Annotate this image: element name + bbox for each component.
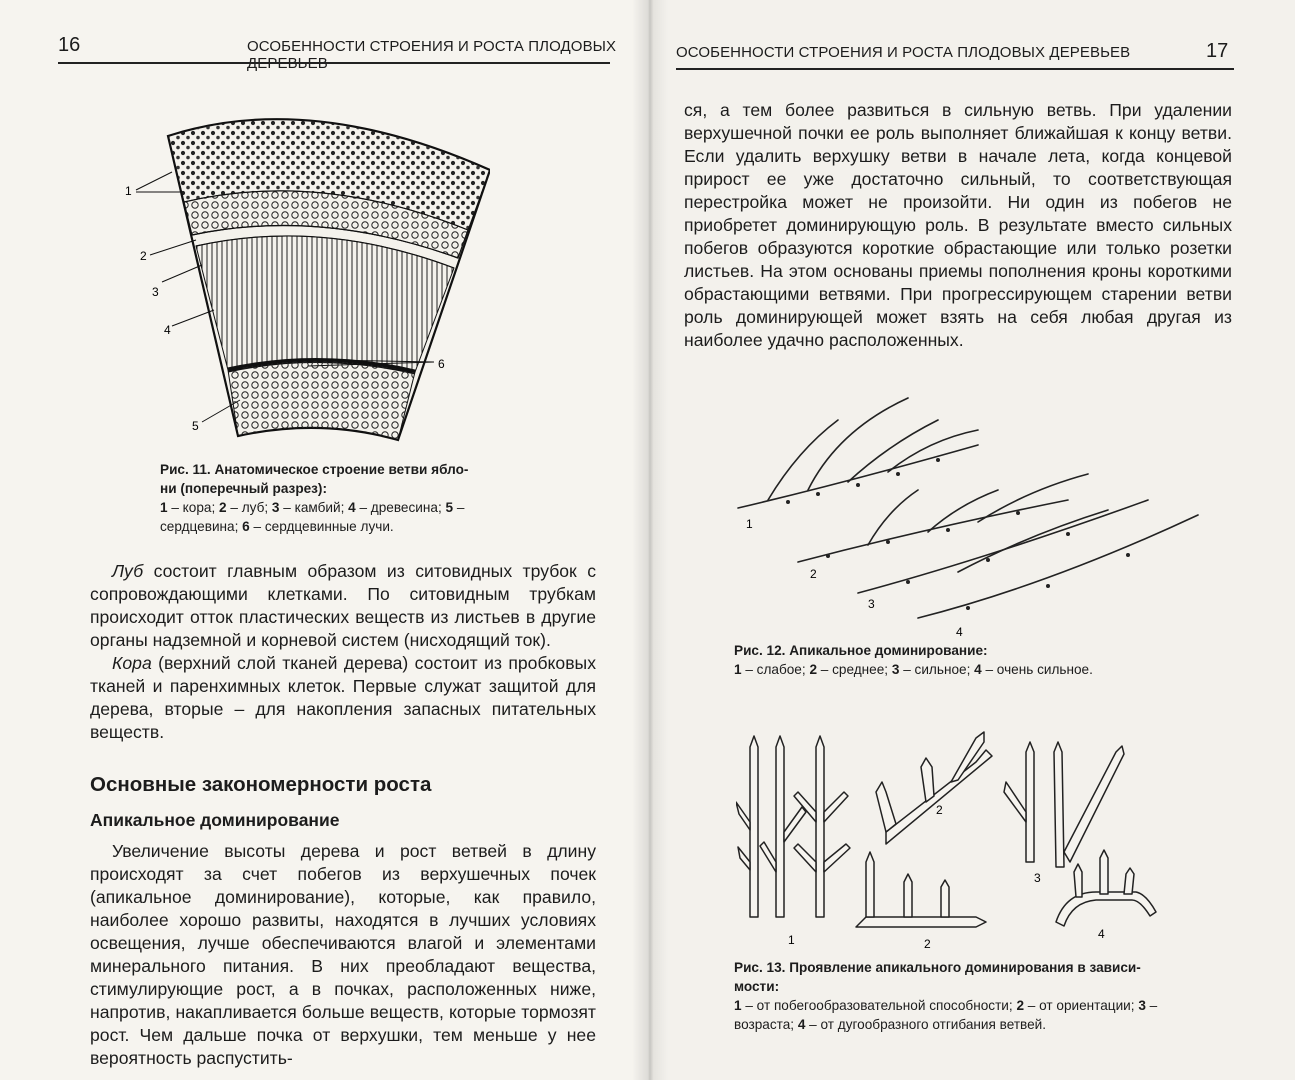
right-page: [648, 0, 1295, 1080]
page-number: 17: [1206, 40, 1229, 62]
figure-13-caption: [734, 958, 1254, 1034]
caption-legend-cont: возраста; 4 – от дугообразного отгибания ветвей.: [734, 1017, 1047, 1032]
figure-12-caption: [734, 641, 1234, 679]
caption-title-line: Рис. 13. Проявление апикального доминирования в зависи-: [734, 960, 1141, 975]
caption-legend: 1 – кора; 2 – луб; 3 – камбий; 4 – древесина; 5 –: [160, 500, 465, 515]
caption-legend: 1 – слабое; 2 – среднее; 3 – сильное; 4 – очень сильное.: [734, 662, 1093, 677]
running-head: ОСОБЕННОСТИ СТРОЕНИЯ И РОСТА ПЛОДОВЫХ ДЕРЕВЬЕВ: [676, 44, 1131, 61]
figure-11-illustration: [110, 100, 490, 445]
caption-title-line: Рис. 12. Апикальное доминирование:: [734, 643, 988, 658]
branch-cross-section-drawing: [110, 100, 490, 445]
header-rule: [58, 62, 610, 64]
fig11-label-6: 6: [438, 357, 445, 371]
figure-13-illustration: [736, 722, 1196, 952]
fig11-label-5: 5: [192, 419, 199, 433]
figure-12-illustration: [728, 390, 1208, 640]
apical-dominance-manifestation-drawing: [736, 722, 1196, 952]
fig11-label-2: 2: [140, 249, 147, 263]
caption-legend-cont: сердцевина; 6 – сердцевинные лучи.: [160, 519, 394, 534]
term-italic: Кора: [112, 653, 152, 673]
paragraph: Кора (верхний слой тканей дерева) состоит из пробковых тканей и паренхимных клеток. Первые служат защитой для дерева, вторые – для накопления запасных питательных веществ.: [90, 653, 596, 742]
caption-title-line: ни (поперечный разрез):: [160, 481, 327, 496]
fig11-label-3: 3: [152, 285, 159, 299]
fig12-label-1: 1: [746, 517, 753, 531]
body-text-block: [684, 99, 1232, 352]
fig11-label-1: 1: [125, 184, 132, 198]
running-head: ОСОБЕННОСТИ СТРОЕНИЯ И РОСТА ПЛОДОВЫХ: [247, 38, 617, 55]
fig12-label-2: 2: [810, 567, 817, 581]
page-number: 16: [58, 34, 81, 56]
body-text-block-1: [90, 560, 596, 744]
section-heading: Основные закономерности роста: [90, 773, 432, 796]
caption-title-line: Рис. 11. Анатомическое строение ветви ябло-: [160, 462, 469, 477]
fig13-label-2b: 2: [924, 937, 931, 951]
header-rule: [676, 68, 1234, 70]
paragraph: ся, а тем более развиться в сильную ветвь. При удалении верхушечной почки ее роль выполняет ближайшая к концу ветви. Если удалить верхушку ветви в начале лета, когда концевой прирост ее уже достаточно сильный, то соответствующая перестройка может не произойти. Ни один из побегов не приобретет доминирующую роль. В результате вместо сильных побегов образуются короткие обрастающие или только розетки листьев. На этом основаны приемы пополнения кроны короткими обрастающими ветвями. При прогрессирующем старении ветви роль доминирующей может взять на себя любая другая из наиболее удачно расположенных.: [684, 100, 1232, 350]
body-text-block-2: [90, 840, 596, 1070]
caption-legend: 1 – от побегообразовательной способности; 2 – от ориентации; 3 –: [734, 998, 1158, 1013]
term-italic: Луб: [112, 561, 144, 581]
caption-title-line: мости:: [734, 979, 780, 994]
fig12-label-3: 3: [868, 597, 875, 611]
paragraph: Увеличение высоты дерева и рост ветвей в длину происходят за счет побегов из верхушечных почек (апикальное доминирование), которые, как правило, наиболее хорошо развиты, находятся в лучших условиях освещения, лучше обеспечиваются влагой и элементами минерального питания. В них преобладают вещества, стимулирующие рост, а в почках, расположенных ниже, напротив, накапливается больше веществ, которые тормозят рост. Чем дальше почка от верхушки, тем меньше у нее вероятность распустить-: [90, 841, 596, 1068]
fig13-label-1: 1: [788, 933, 795, 947]
fig11-label-4: 4: [164, 323, 171, 337]
apical-dominance-branches-drawing: [728, 390, 1208, 640]
figure-11-caption: [160, 460, 505, 536]
fig12-label-4: 4: [956, 625, 963, 639]
fig13-label-2a: 2: [936, 803, 943, 817]
fig13-label-3: 3: [1034, 871, 1041, 885]
subsection-heading: Апикальное доминирование: [90, 810, 340, 830]
paragraph: Луб состоит главным образом из ситовидных трубок с сопровождающими клетками. По ситовидным трубкам происходит отток пластических веществ из листьев в другие органы надземной и корневой систем (нисходящий ток).: [90, 561, 596, 650]
fig13-label-4: 4: [1098, 927, 1105, 941]
